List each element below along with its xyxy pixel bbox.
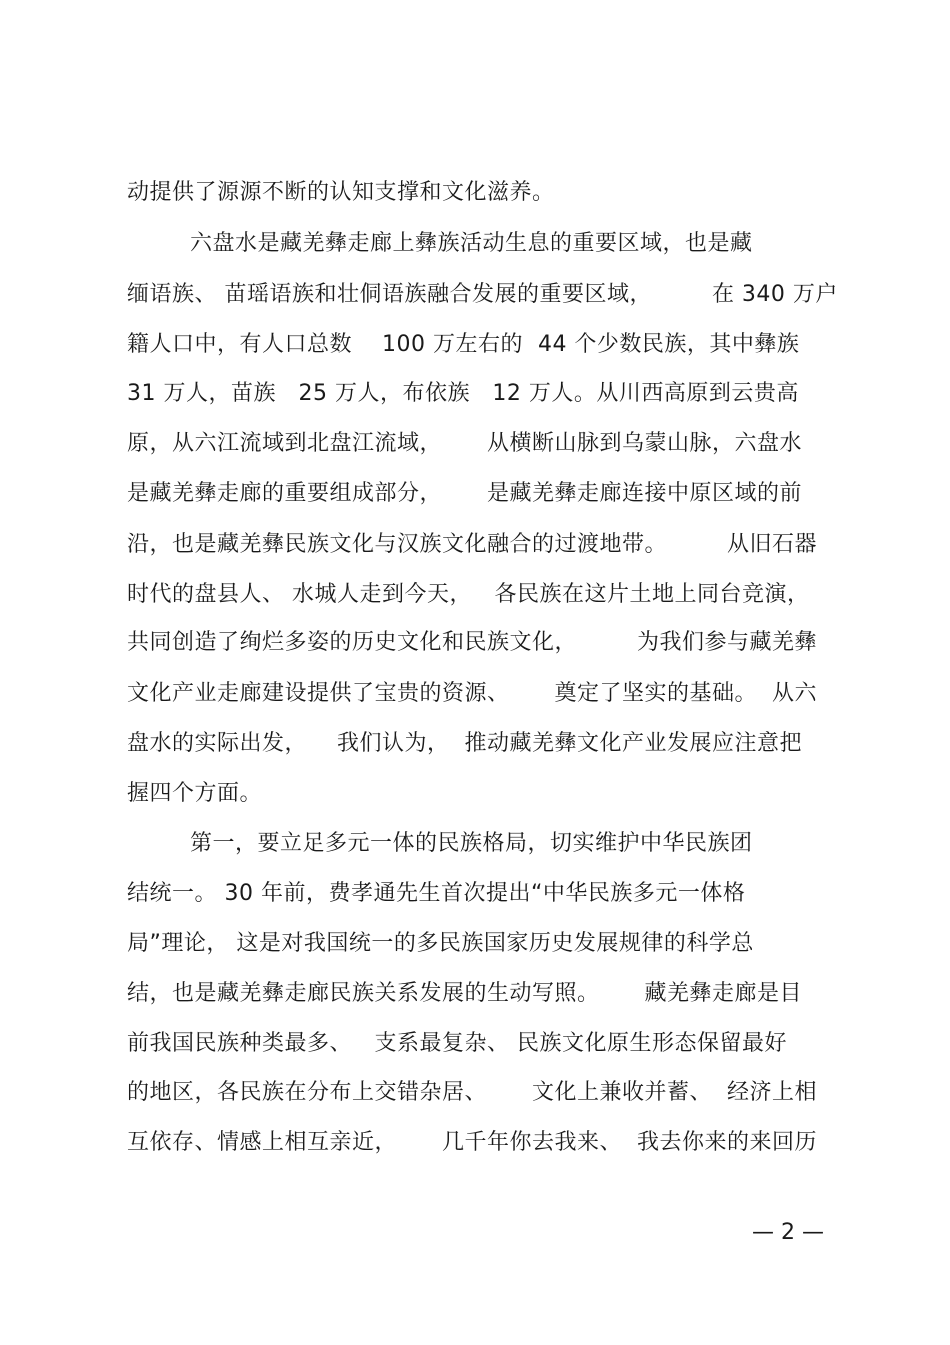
text-line-15: 结统一。 30 年前，费孝通先生首次提出“中华民族多元一体格: [127, 881, 746, 906]
text-line-12: 盘水的实际出发， 我们认为， 推动藏羌彝文化产业发展应注意把: [127, 731, 802, 756]
text-line-20: 互依存、情感上相互亲近， 几千年你去我来、 我去你来的来回历: [127, 1130, 817, 1155]
text-line-19: 的地区，各民族在分布上交错杂居、 文化上兼收并蓄、 经济上相: [127, 1080, 817, 1105]
text-line-3: 缅语族、 苗瑶语族和壮侗语族融合发展的重要区域， 在 340 万户: [127, 282, 838, 307]
text-line-13: 握四个方面。: [127, 781, 263, 806]
text-line-1: 动提供了源源不断的认知支撑和文化滋养。: [127, 180, 555, 205]
text-line-4: 籍人口中，有人口总数 100 万左右的 44 个少数民族，其中彝族: [127, 332, 800, 357]
text-line-6: 原，从六江流域到北盘江流域， 从横断山脉到乌蒙山脉，六盘水: [127, 431, 802, 456]
page-number: — 2 —: [752, 1220, 824, 1245]
text-line-10: 共同创造了绚烂多姿的历史文化和民族文化， 为我们参与藏羌彝: [127, 630, 817, 655]
text-line-7: 是藏羌彝走廊的重要组成部分， 是藏羌彝走廊连接中原区域的前: [127, 481, 802, 506]
text-line-11: 文化产业走廊建设提供了宝贵的资源、 奠定了坚实的基础。 从六: [127, 681, 817, 706]
text-line-2: 六盘水是藏羌彝走廊上彝族活动生息的重要区域，也是藏: [190, 231, 753, 256]
text-line-17: 结，也是藏羌彝走廊民族关系发展的生动写照。 藏羌彝走廊是目: [127, 981, 802, 1006]
text-line-9: 时代的盘县人、 水城人走到今天， 各民族在这片土地上同台竞演，: [127, 582, 810, 607]
text-line-18: 前我国民族种类最多、 支系最复杂、 民族文化原生形态保留最好: [127, 1031, 787, 1056]
text-line-14: 第一，要立足多元一体的民族格局，切实维护中华民族团: [190, 831, 753, 856]
text-line-5: 31 万人，苗族 25 万人，布依族 12 万人。从川西高原到云贵高: [127, 381, 799, 406]
text-line-16: 局”理论， 这是对我国统一的多民族国家历史发展规律的科学总: [127, 931, 754, 956]
text-line-8: 沿，也是藏羌彝民族文化与汉族文化融合的过渡地带。 从旧石器: [127, 532, 817, 557]
